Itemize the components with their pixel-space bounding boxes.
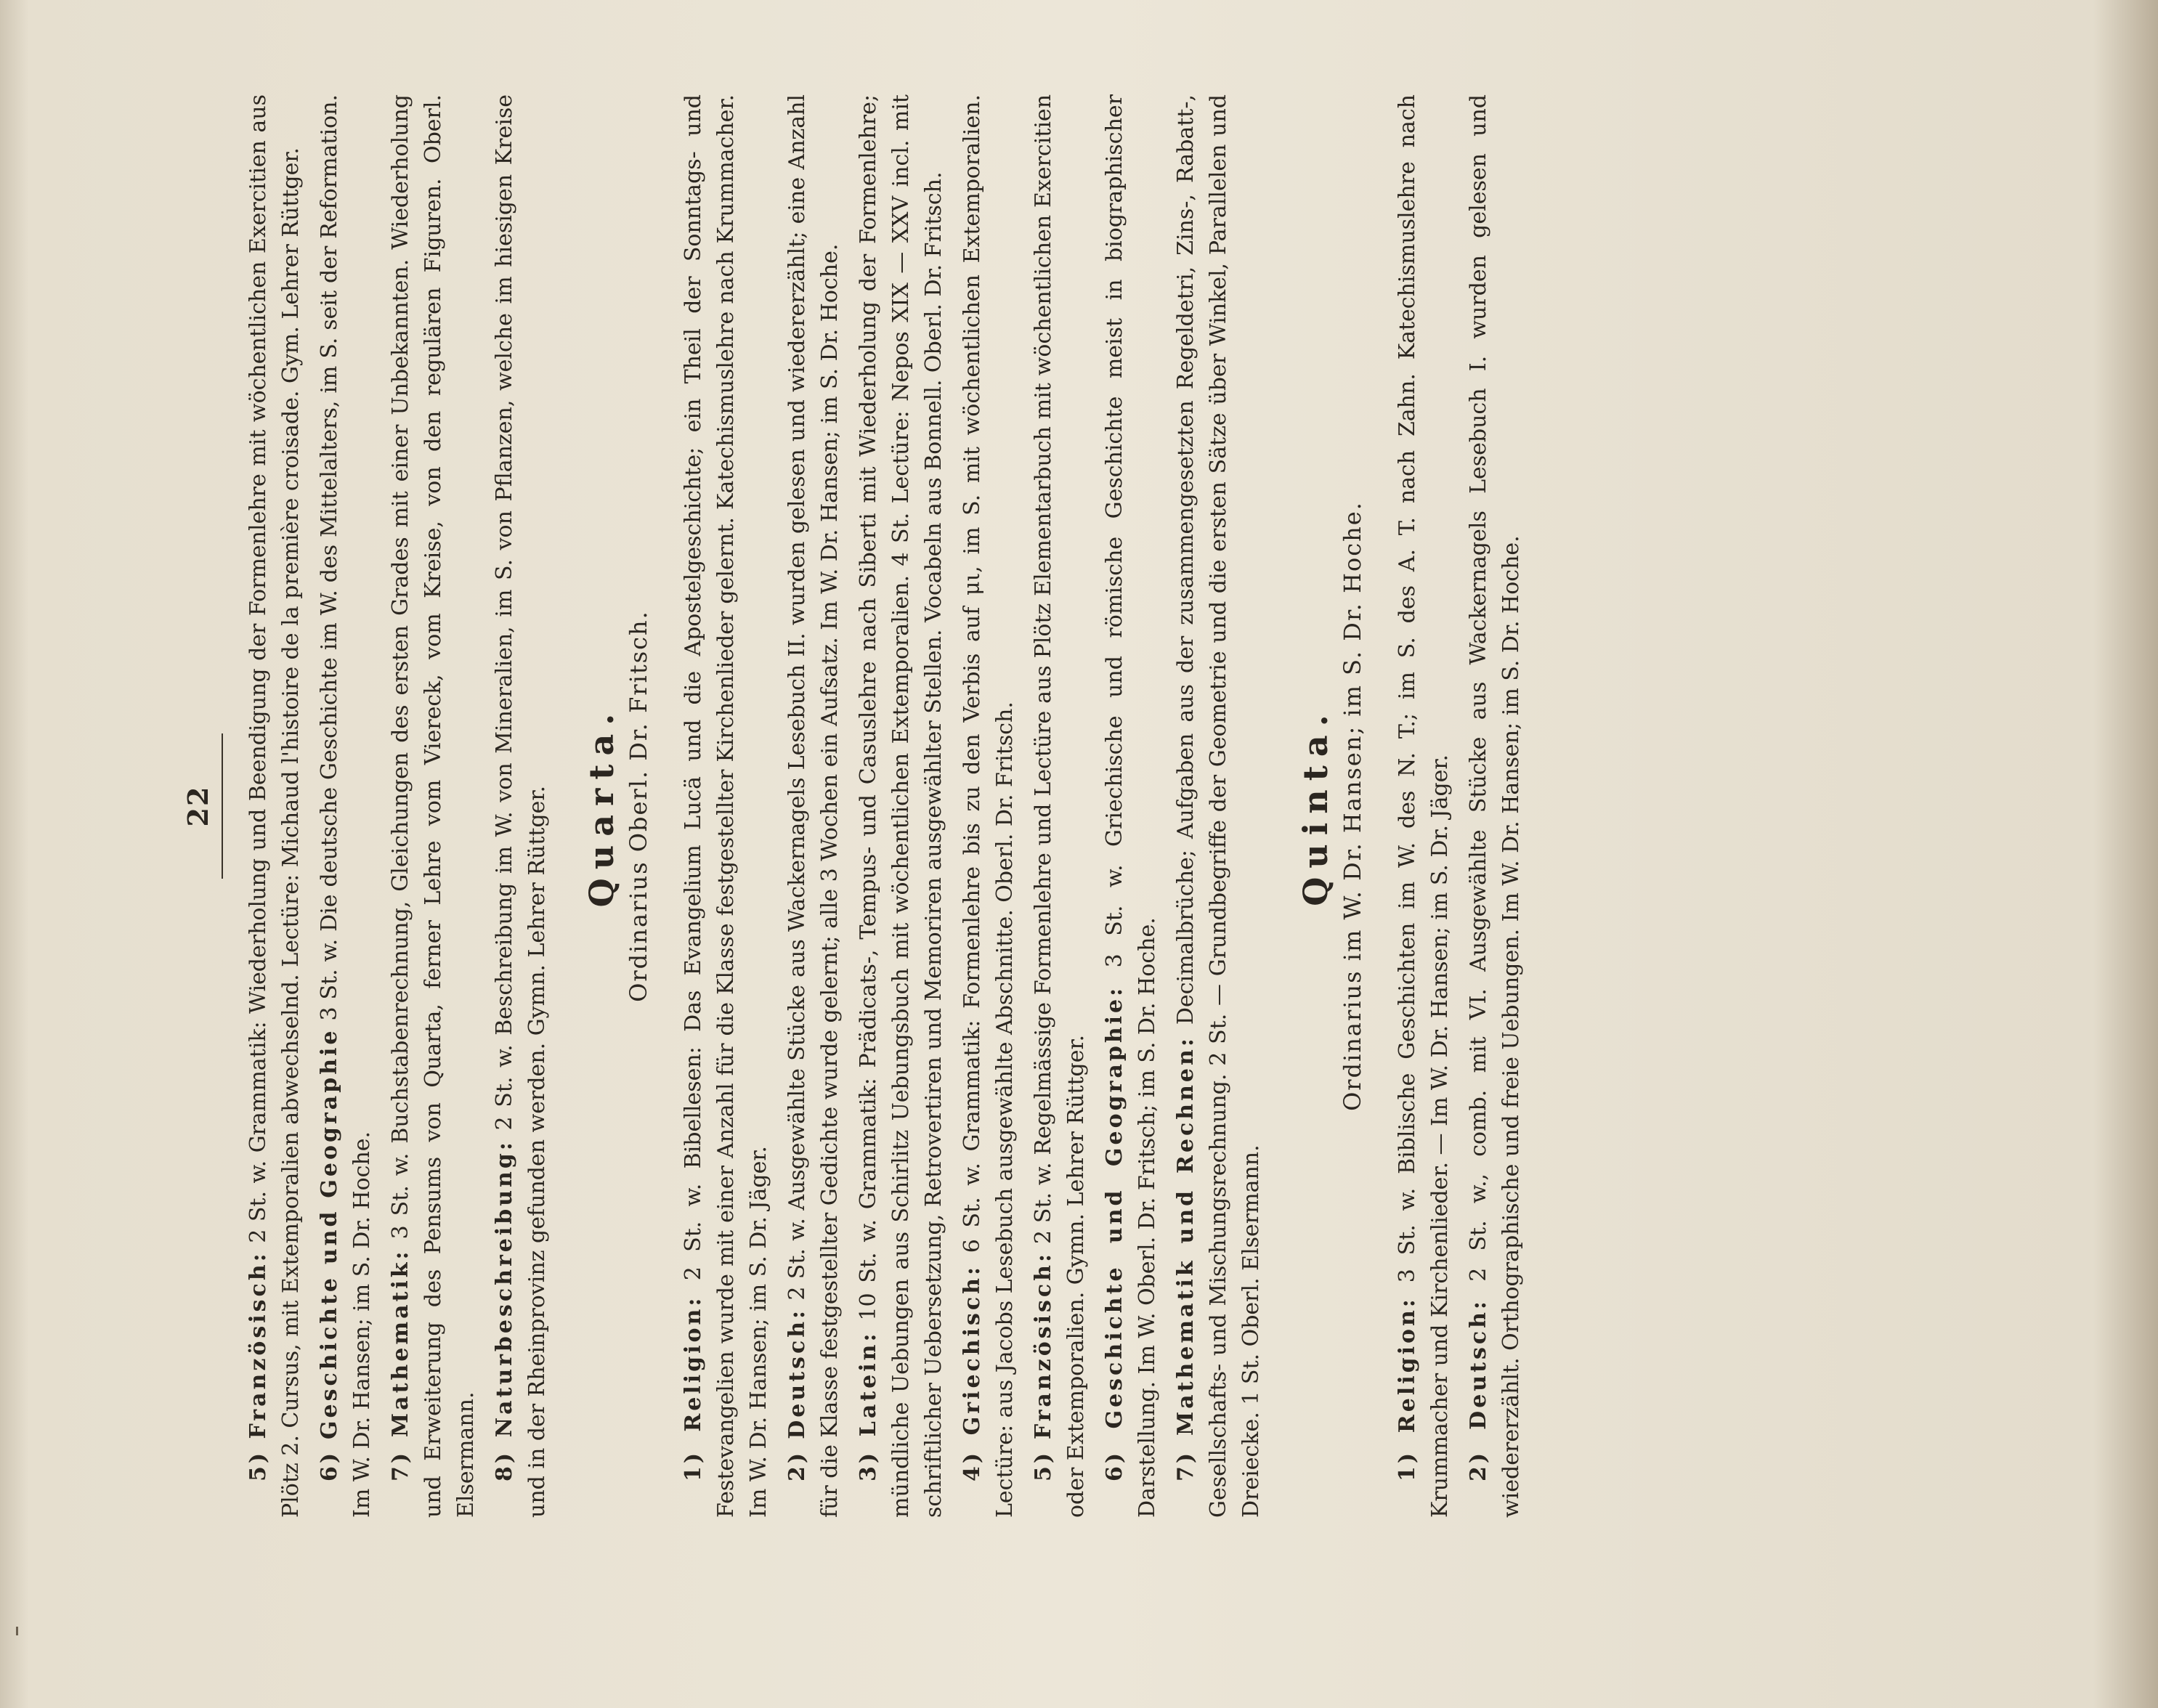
paragraph-quinta-german: 2) Deutsch: 2 St. w., comb. mit VI. Ausgewählte Stücke aus Wackernagels Lesebuch I. wurden gelesen und wiedererzählt. Orthographische und freie Uebungen. Im W. Dr. Hansen; im S. Dr. Hoche. <box>1466 94 1524 1518</box>
paragraph-quarta-french: 5) Französisch: 2 St. w. Regelmässige Formenlehre und Lectüre aus Plötz Elementarbuch mit wöchentlichen Exercitien oder Extemporalien. Gymn. Lehrer Rüttger. <box>1031 94 1089 1518</box>
paragraph-tertia-math: 7) Mathematik: 3 St. w. Buchstabenrechnung, Gleichungen des ersten Grades mit einer Unbekannten. Wiederholung und Erweiterung des Pensums von Quarta, ferner Lehre vom Viereck, vom Kreise, von den regulären Figuren. Oberl. Elsermann. <box>388 94 479 1518</box>
paragraph-tertia-history: 6) Geschichte und Geographie 3 St. w. Die deutsche Geschichte im W. des Mittelalters, im S. seit der Reformation. Im W. Dr. Hansen; im S. Dr. Hoche. <box>317 94 375 1518</box>
paragraph-quarta-german: 2) Deutsch: 2 St. w. Ausgewählte Stücke aus Wackernagels Lesebuch II. wurden gelesen und wiedererzählt; eine Anzahl für die Klasse festgestellter Gedichte wurde gelernt; alle 3 Wochen ein Aufsatz. Im W. Dr. Hansen; im S. Dr. Hoche. <box>784 94 843 1518</box>
section-title-quinta: Quinta. <box>1296 706 1335 906</box>
rotated-text-block <box>182 94 2019 1518</box>
section-subtitle-quarta: Ordinarius Oberl. Dr. Fritsch. <box>625 610 652 1002</box>
paragraph-tertia-nature: 8) Naturbeschreibung: 2 St. w. Beschreibung im W. von Mineralien, im S. von Pflanzen, welche im hiesigen Kreise und in der Rheinprovinz gefunden werden. Gymn. Lehrer Rüttger. <box>492 94 550 1518</box>
section-subtitle-quinta: Ordinarius im W. Dr. Hansen; im S. Dr. Hoche. <box>1339 501 1366 1111</box>
paragraph-quarta-greek: 4) Griechisch: 6 St. w. Grammatik: Formenlehre bis zu den Verbis auf μι, im S. mit wöchentlichen Extemporalien. Lectüre: aus Jacobs Lesebuch ausgewählte Abschnitte. Oberl. Dr. Fritsch. <box>960 94 1018 1518</box>
paragraph-quarta-religion: 1) Religion: 2 St. w. Bibellesen: Das Evangelium Lucä und die Apostelgeschichte; ein Theil der Sonntags- und Festevangelien wurde mit einer Anzahl für die Klasse festgestellter Kirchenlieder gelernt. Katechismuslehre nach Krummacher. Im W. Dr. Hansen; im S. Dr. Jäger. <box>681 94 771 1518</box>
header-rule <box>222 733 223 879</box>
paragraph-quarta-math: 7) Mathematik und Rechnen: Decimalbrüche; Aufgaben aus der zusammengesetzten Regeldetri, Zins-, Rabatt-, Gesellschafts- und Mischungsrechnung. 2 St. — Grundbegriffe der Geometrie und die ersten Sätze über Winkel, Parallelen und Dreiecke. 1 St. Oberl. Elsermann. <box>1173 94 1264 1518</box>
document-page <box>182 94 2070 1605</box>
section-title-quarta: Quarta. <box>582 704 621 908</box>
paragraph-tertia-french: 5) Französisch: 2 St. w. Grammatik: Wiederholung und Beendigung der Formenlehre mit wöchentlichen Exercitien aus Plötz 2. Cursus, mit Extemporalien abwechselnd. Lectüre: Michaud l'histoire de la première croisade. Gym. Lehrer Rüttger. <box>246 94 304 1518</box>
page-number: 22 <box>182 785 214 827</box>
scan-speck <box>16 1627 18 1635</box>
paragraph-quarta-latin: 3) Latein: 10 St. w. Grammatik: Prädicats-, Tempus- und Casuslehre nach Siberti mit Wiederholung der Formenlehre; mündliche Uebungen aus Schirlitz Uebungsbuch mit wöchentlichen Extemporalien. 4 St. Lectüre: Nepos XIX — XXV incl. mit schriftlicher Uebersetzung, Retrovertiren und Memoriren ausgewählter Stellen. Vocabeln aus Bonnell. Oberl. Dr. Fritsch. <box>856 94 946 1518</box>
paragraph-quarta-history: 6) Geschichte und Geographie: 3 St. w. Griechische und römische Geschichte meist in biographischer Darstellung. Im W. Oberl. Dr. Fritsch; im S. Dr. Hoche. <box>1102 94 1160 1518</box>
paragraph-quinta-religion: 1) Religion: 3 St. w. Biblische Geschichten im W. des N. T.; im S. des A. T. nach Zahn. Katechismuslehre nach Krummacher und Kirchenlieder. — Im W. Dr. Hansen; im S. Dr. Jäger. <box>1395 94 1453 1518</box>
